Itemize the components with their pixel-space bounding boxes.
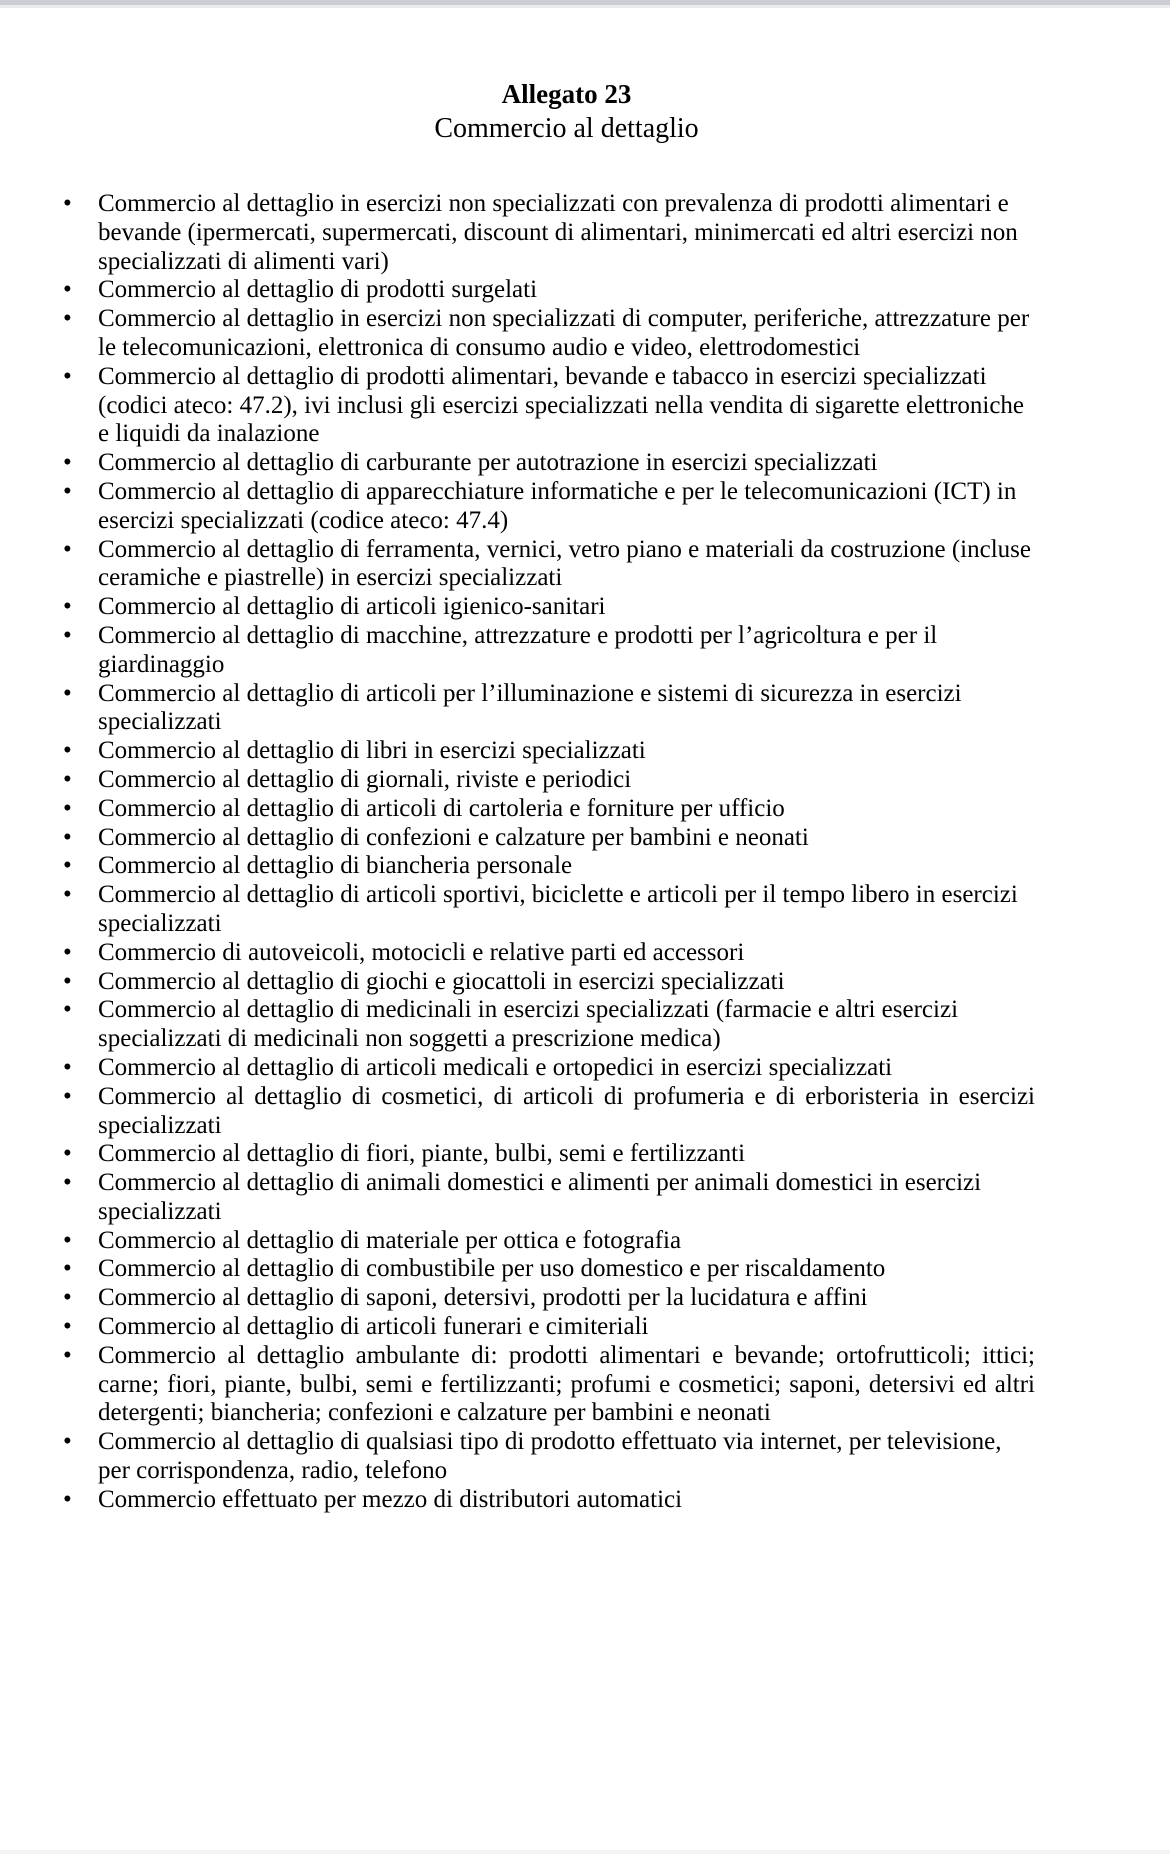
list-item xyxy=(63,449,1035,478)
list-item xyxy=(63,622,1035,680)
list-item xyxy=(63,1083,1035,1141)
bullet-icon: • xyxy=(63,535,72,563)
list-item xyxy=(63,1313,1035,1342)
bullet-icon: • xyxy=(63,823,72,851)
list-item-text: Commercio di autoveicoli, motocicli e relative parti ed accessori xyxy=(98,938,745,966)
category-list xyxy=(63,190,1035,1515)
list-item xyxy=(63,1428,1035,1486)
list-item xyxy=(63,824,1035,853)
list-item xyxy=(63,1486,1035,1515)
bullet-icon: • xyxy=(63,1313,72,1341)
bullet-icon: • xyxy=(63,1255,72,1283)
bullet-icon: • xyxy=(63,362,72,390)
list-item-text: Commercio al dettaglio di confezioni e calzature per bambini e neonati xyxy=(98,823,809,851)
list-item-text: Commercio al dettaglio in esercizi non specializzati con prevalenza di prodotti alimentari e bevande (ipermercati, supermercati, discount di alimentari, minimercati ed altri esercizi non specializzati di alimenti vari) xyxy=(98,190,1018,275)
list-item-text: Commercio al dettaglio di carburante per autotrazione in esercizi specializzati xyxy=(98,449,878,477)
list-item xyxy=(63,305,1035,363)
bullet-icon: • xyxy=(63,1226,72,1254)
list-item xyxy=(63,852,1035,881)
list-item-text: Commercio al dettaglio di apparecchiature informatiche e per le telecomunicazioni (ICT) in esercizi specializzati (codice ateco: 47.4) xyxy=(98,477,1017,534)
list-item-text: Commercio al dettaglio di giornali, riviste e periodici xyxy=(98,765,632,793)
list-item xyxy=(63,1227,1035,1256)
list-item xyxy=(63,881,1035,939)
bullet-icon: • xyxy=(63,737,72,765)
page-bottom-edge xyxy=(0,1850,1170,1854)
list-item-text: Commercio al dettaglio di prodotti surgelati xyxy=(98,276,538,304)
list-item-text: Commercio al dettaglio di saponi, detersivi, prodotti per la lucidatura e affini xyxy=(98,1284,868,1312)
bullet-icon: • xyxy=(63,996,72,1024)
list-item-text: Commercio al dettaglio di prodotti alimentari, bevande e tabacco in esercizi specializzati (codici ateco: 47.2), ivi inclusi gli esercizi specializzati nella vendita di sigarette elettroniche e liquidi da inalazione xyxy=(98,362,1025,448)
bullet-icon: • xyxy=(63,276,72,304)
list-item-text: Commercio al dettaglio di cosmetici, di articoli di profumeria e di erboristeria in esercizi specializzati xyxy=(98,1082,1035,1139)
bullet-icon: • xyxy=(63,449,72,477)
list-item xyxy=(63,1054,1035,1083)
bullet-icon: • xyxy=(63,1428,72,1456)
bullet-icon: • xyxy=(63,1053,72,1081)
list-item-text: Commercio effettuato per mezzo di distributori automatici xyxy=(98,1485,683,1513)
list-item xyxy=(63,737,1035,766)
bullet-icon: • xyxy=(63,881,72,909)
list-item xyxy=(63,795,1035,824)
list-item-text: Commercio al dettaglio di materiale per ottica e fotografia xyxy=(98,1226,682,1254)
list-item xyxy=(63,593,1035,622)
page-title: Allegato 23 xyxy=(501,79,632,109)
list-item xyxy=(63,1284,1035,1313)
list-item-text: Commercio al dettaglio in esercizi non specializzati di computer, periferiche, attrezzature per le telecomunicazioni, elettronica di consumo audio e video, elettrodomestici xyxy=(98,305,1030,361)
list-item xyxy=(63,1169,1035,1227)
list-item-text: Commercio al dettaglio di articoli medicali e ortopedici in esercizi specializzati xyxy=(98,1053,893,1081)
bullet-icon: • xyxy=(63,1284,72,1312)
list-item-text: Commercio al dettaglio di biancheria personale xyxy=(98,852,573,880)
list-item xyxy=(63,1140,1035,1169)
list-item-text: Commercio al dettaglio di macchine, attrezzature e prodotti per l’agricoltura e per il giardinaggio xyxy=(98,621,938,678)
list-item xyxy=(63,276,1035,305)
bullet-icon: • xyxy=(63,593,72,621)
window-top-edge-highlight xyxy=(0,5,1170,8)
list-item-text: Commercio al dettaglio di libri in esercizi specializzati xyxy=(98,737,646,765)
list-item-text: Commercio al dettaglio di articoli sportivi, biciclette e articoli per il tempo libero in esercizi specializzati xyxy=(98,881,1018,937)
bullet-icon: • xyxy=(63,1169,72,1197)
list-item-text: Commercio al dettaglio ambulante di: prodotti alimentari e bevande; ortofrutticoli; ittici; carne; fiori, piante, bulbi, semi e fertilizzanti; profumi e cosmetici; saponi, detersivi ed altri detergenti; biancheria; confezioni e calzature per bambini e neonati xyxy=(98,1341,1035,1427)
list-item xyxy=(63,478,1035,536)
list-item-text: Commercio al dettaglio di combustibile per uso domestico e per riscaldamento xyxy=(98,1255,886,1283)
bullet-icon: • xyxy=(63,1485,72,1513)
bullet-icon: • xyxy=(63,794,72,822)
list-item xyxy=(63,1342,1035,1428)
bullet-icon: • xyxy=(63,305,72,333)
list-item-text: Commercio al dettaglio di ferramenta, vernici, vetro piano e materiali da costruzione (incluse ceramiche e piastrelle) in esercizi specializzati xyxy=(98,535,1031,592)
bullet-icon: • xyxy=(63,765,72,793)
list-item xyxy=(63,996,1035,1054)
document-page xyxy=(63,78,1035,1515)
list-item-text: Commercio al dettaglio di giochi e giocattoli in esercizi specializzati xyxy=(98,967,785,995)
list-item xyxy=(63,968,1035,997)
list-item-text: Commercio al dettaglio di articoli funerari e cimiteriali xyxy=(98,1313,649,1341)
bullet-icon: • xyxy=(63,938,72,966)
bullet-icon: • xyxy=(63,477,72,505)
bullet-icon: • xyxy=(63,1140,72,1168)
list-item xyxy=(63,363,1035,449)
bullet-icon: • xyxy=(63,967,72,995)
bullet-icon: • xyxy=(63,1082,72,1110)
list-item-text: Commercio al dettaglio di fiori, piante, bulbi, semi e fertilizzanti xyxy=(98,1140,746,1168)
list-item-text: Commercio al dettaglio di articoli per l’illuminazione e sistemi di sicurezza in esercizi specializzati xyxy=(98,679,962,736)
bullet-icon: • xyxy=(63,1341,72,1369)
list-item xyxy=(63,1255,1035,1284)
bullet-icon: • xyxy=(63,621,72,649)
page-subtitle: Commercio al dettaglio xyxy=(434,113,699,144)
list-item-text: Commercio al dettaglio di qualsiasi tipo di prodotto effettuato via internet, per televisione, per corrispondenza, radio, telefono xyxy=(98,1428,1002,1485)
list-item xyxy=(63,680,1035,738)
list-item xyxy=(63,190,1035,276)
list-item-text: Commercio al dettaglio di articoli igienico-sanitari xyxy=(98,593,606,621)
list-item-text: Commercio al dettaglio di articoli di cartoleria e forniture per ufficio xyxy=(98,794,785,822)
list-item xyxy=(63,536,1035,594)
list-item xyxy=(63,939,1035,968)
list-item-text: Commercio al dettaglio di medicinali in esercizi specializzati (farmacie e altri esercizi specializzati di medicinali non soggetti a prescrizione medica) xyxy=(98,996,959,1053)
bullet-icon: • xyxy=(63,190,72,217)
bullet-icon: • xyxy=(63,679,72,707)
list-item xyxy=(63,766,1035,795)
bullet-icon: • xyxy=(63,852,72,880)
list-item-text: Commercio al dettaglio di animali domestici e alimenti per animali domestici in esercizi specializzati xyxy=(98,1169,982,1225)
